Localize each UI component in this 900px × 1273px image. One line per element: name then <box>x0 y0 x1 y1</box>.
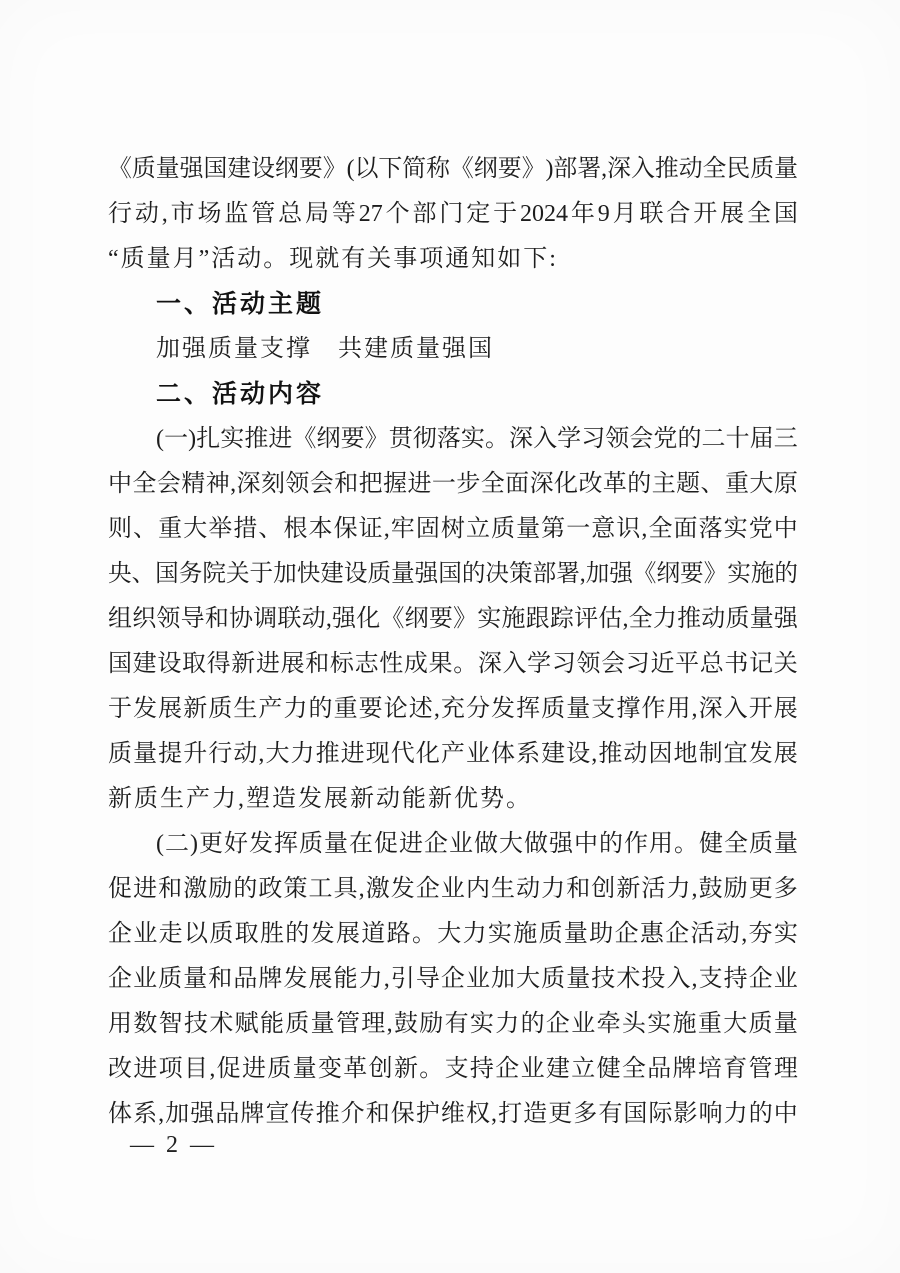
section-heading: 二、活动内容 <box>156 380 325 408</box>
text-line: 央 、 国 务 院 关 于 加 快 建 设 质 量 强 国 的 决 策 部 署 , 加 强 《 纲 要 》 实 施 的 <box>108 561 798 587</box>
text-line: 企 业 质 量 和 品 牌 发 展 能 力 , 引 导 企 业 加 大 质 量 技 术 投 入 , 支 持 企 业 <box>108 966 798 992</box>
text-line: 用 数 智 技 术 赋 能 质 量 管 理 , 鼓 励 有 实 力 的 企 业 牵 头 实 施 重 大 质 量 <box>108 1011 798 1037</box>
text-line: ( 一 ) 扎 实 推 进 《 纲 要 》 贯 彻 落 实 。 深 入 学 习 领 会 党 的 二 十 届 三 <box>156 426 798 452</box>
text-line: 《 质 量 强 国 建 设 纲 要 》 ( 以 下 简 称 《 纲 要 》 ) 部 署 , 深 入 推 动 全 民 质 量 <box>108 156 798 182</box>
text-line: 质 量 提 升 行 动 , 大 力 推 进 现 代 化 产 业 体 系 建 设 , 推 动 因 地 制 宜 发 展 <box>108 741 798 767</box>
document-content <box>108 147 798 1137</box>
text-line: 加强质量支撑 共建质量强国 <box>156 336 494 362</box>
text-line: 改 进 项 目 , 促 进 质 量 变 革 创 新 。 支 持 企 业 建 立 健 全 品 牌 培 育 管 理 <box>108 1056 798 1082</box>
text-line: 新质生产力,塑造发展新动能新优势。 <box>108 786 532 812</box>
text-line: “质量月”活动。现就有关事项通知如下: <box>108 246 558 272</box>
text-line: 国 建 设 取 得 新 进 展 和 标 志 性 成 果 。 深 入 学 习 领 会 习 近 平 总 书 记 关 <box>108 651 798 677</box>
text-line: 促 进 和 激 励 的 政 策 工 具 , 激 发 企 业 内 生 动 力 和 创 新 活 力 , 鼓 励 更 多 <box>108 876 798 902</box>
page-number: — 2 — <box>130 1132 217 1158</box>
text-line: ( 二 ) 更 好 发 挥 质 量 在 促 进 企 业 做 大 做 强 中 的 作 用 。 健 全 质 量 <box>156 831 798 857</box>
text-line: 于 发 展 新 质 生 产 力 的 重 要 论 述 , 充 分 发 挥 质 量 支 撑 作 用 , 深 入 开 展 <box>108 696 798 722</box>
section-heading: 一、活动主题 <box>156 290 325 318</box>
text-line: 中 全 会 精 神 , 深 刻 领 会 和 把 握 进 一 步 全 面 深 化 改 革 的 主 题 、 重 大 原 <box>108 471 798 497</box>
text-line: 行 动 , 市 场 监 管 总 局 等 27 个 部 门 定 于 2024 年 9 月 联 合 开 展 全 国 <box>108 201 798 227</box>
text-line: 企 业 走 以 质 取 胜 的 发 展 道 路 。 大 力 实 施 质 量 助 企 惠 企 活 动 , 夯 实 <box>108 921 798 947</box>
text-line: 则 、 重 大 举 措 、 根 本 保 证 , 牢 固 树 立 质 量 第 一 意 识 , 全 面 落 实 党 中 <box>108 516 798 542</box>
text-line: 体 系 , 加 强 品 牌 宣 传 推 介 和 保 护 维 权 , 打 造 更 多 有 国 际 影 响 力 的 中 <box>108 1101 798 1127</box>
text-line: 组 织 领 导 和 协 调 联 动 , 强 化 《 纲 要 》 实 施 跟 踪 评 估 , 全 力 推 动 质 量 强 <box>108 606 798 632</box>
